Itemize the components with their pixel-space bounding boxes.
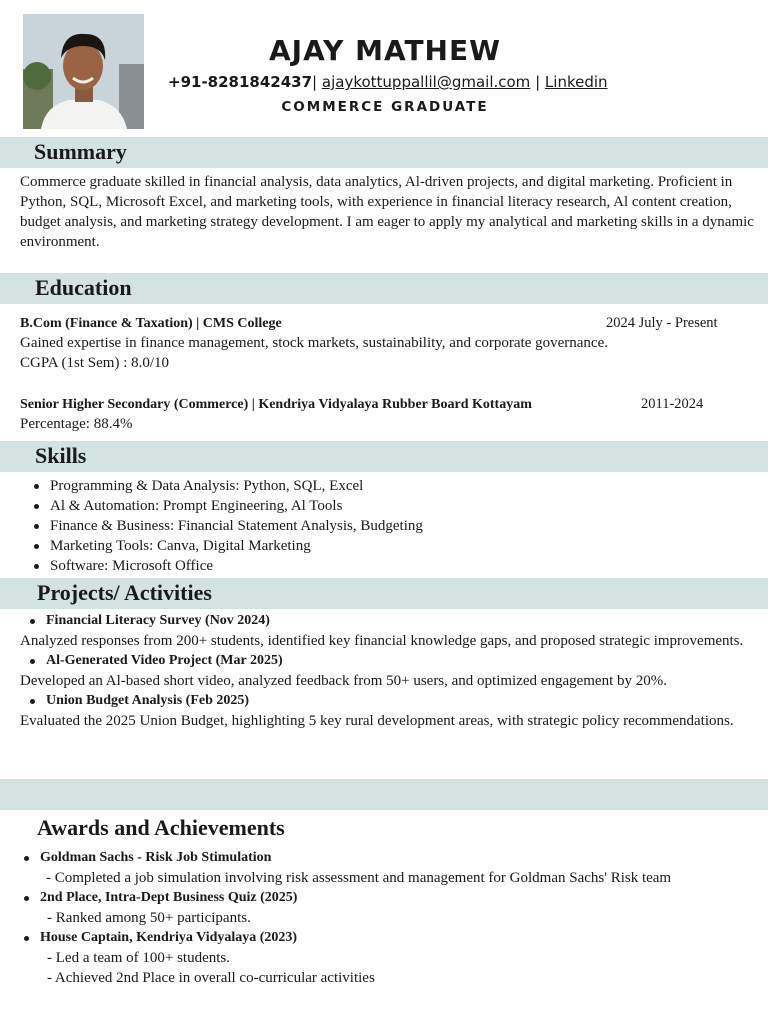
candidate-name: AJAY MATHEW	[268, 34, 501, 67]
project-description: Analyzed responses from 200+ students, identified key financial knowledge gaps, and proposed strategic improvements.	[20, 633, 744, 649]
education-detail: CGPA (1st Sem) : 8.0/10	[20, 355, 170, 371]
skill-text: Software: Microsoft Office	[50, 558, 214, 574]
award-title: House Captain, Kendriya Vidyalaya (2023)	[24, 928, 757, 948]
tagline: COMMERCE GRADUATE	[281, 99, 489, 115]
project-description: Evaluated the 2025 Union Budget, highlighting 5 key rural development areas, with strategic policy recommendations.	[20, 713, 734, 729]
contact-separator: |	[312, 73, 318, 91]
award-detail: - Led a team of 100+ students.	[47, 950, 230, 966]
education-entry	[20, 313, 755, 373]
bullet-icon	[34, 544, 39, 549]
section-heading-awards: Awards and Achievements	[37, 815, 285, 840]
list-item	[34, 536, 755, 556]
section-heading-skills: Skills	[35, 443, 87, 468]
award-detail: - Completed a job simulation involving risk assessment and management for Goldman Sachs' Risk team	[46, 870, 672, 886]
bullet-icon	[24, 936, 29, 941]
bullet-icon	[34, 484, 39, 489]
list-item	[34, 476, 755, 496]
divider-band	[0, 779, 768, 810]
summary-text: Commerce graduate skilled in financial analysis, data analytics, Al-driven projects, and digital marketing. Proficient in Python, SQL, Microsoft Excel, and marketing tools, with experience in financial literacy research, Al content creation, budget analysis, and marketing strategy development. I am eager to apply my analytical and marketing skills in a dynamic environment.	[20, 174, 754, 250]
projects-block	[20, 611, 755, 731]
bullet-icon	[30, 619, 35, 624]
awards-block	[22, 848, 757, 988]
bullet-icon	[30, 659, 35, 664]
section-heading-summary: Summary	[34, 139, 127, 164]
project-description: Developed an Al-based short video, analyzed feedback from 50+ users, and optimized engagement by 20%.	[20, 673, 667, 689]
bullet-icon	[24, 896, 29, 901]
skills-section-band	[0, 441, 768, 472]
summary-text-block	[20, 172, 755, 252]
education-detail: Gained expertise in finance management, stock markets, sustainability, and corporate governance.	[20, 335, 608, 351]
project-title: Financial Literacy Survey (Nov 2024)	[30, 611, 755, 631]
award-title: 2nd Place, Intra-Dept Business Quiz (2025)	[24, 888, 757, 908]
skill-text: Marketing Tools: Canva, Digital Marketing	[50, 538, 311, 554]
profile-photo	[23, 14, 144, 129]
award-detail: - Ranked among 50+ participants.	[47, 910, 251, 926]
email-link[interactable]: ajaykottuppallil@gmail.com	[321, 73, 531, 91]
skill-text: Al & Automation: Prompt Engineering, Al Tools	[50, 498, 343, 514]
list-item	[34, 556, 755, 576]
education-date: 2011-2024	[641, 396, 704, 412]
list-item	[34, 496, 755, 516]
list-item	[34, 516, 755, 536]
bullet-icon	[34, 524, 39, 529]
bullet-icon	[24, 856, 29, 861]
bullet-icon	[34, 504, 39, 509]
projects-section-band	[0, 578, 768, 609]
education-entry	[20, 394, 755, 434]
education-title: B.Com (Finance & Taxation) | CMS College	[20, 316, 282, 331]
section-heading-education: Education	[35, 275, 132, 300]
phone-number: +91-8281842437	[168, 73, 313, 91]
project-title: Union Budget Analysis (Feb 2025)	[30, 691, 755, 711]
education-section-band	[0, 273, 768, 304]
education-date: 2024 July - Present	[606, 315, 718, 331]
skills-block	[20, 476, 755, 576]
summary-section-band	[0, 137, 768, 168]
skill-text: Finance & Business: Financial Statement Analysis, Budgeting	[50, 518, 423, 534]
skills-list	[20, 476, 755, 576]
contact-line	[168, 72, 608, 92]
education-title: Senior Higher Secondary (Commerce) | Kendriya Vidyalaya Rubber Board Kottayam	[20, 397, 532, 412]
contact-separator: |	[535, 73, 541, 91]
linkedin-link[interactable]: Linkedin	[544, 73, 608, 91]
education-detail: Percentage: 88.4%	[20, 416, 133, 432]
award-detail: - Achieved 2nd Place in overall co-curricular activities	[47, 970, 375, 986]
award-title: Goldman Sachs - Risk Job Stimulation	[24, 848, 757, 868]
bullet-icon	[30, 699, 35, 704]
project-title: Al-Generated Video Project (Mar 2025)	[30, 651, 755, 671]
section-heading-projects: Projects/ Activities	[37, 580, 212, 605]
skill-text: Programming & Data Analysis: Python, SQL, Excel	[50, 478, 364, 494]
bullet-icon	[34, 564, 39, 569]
